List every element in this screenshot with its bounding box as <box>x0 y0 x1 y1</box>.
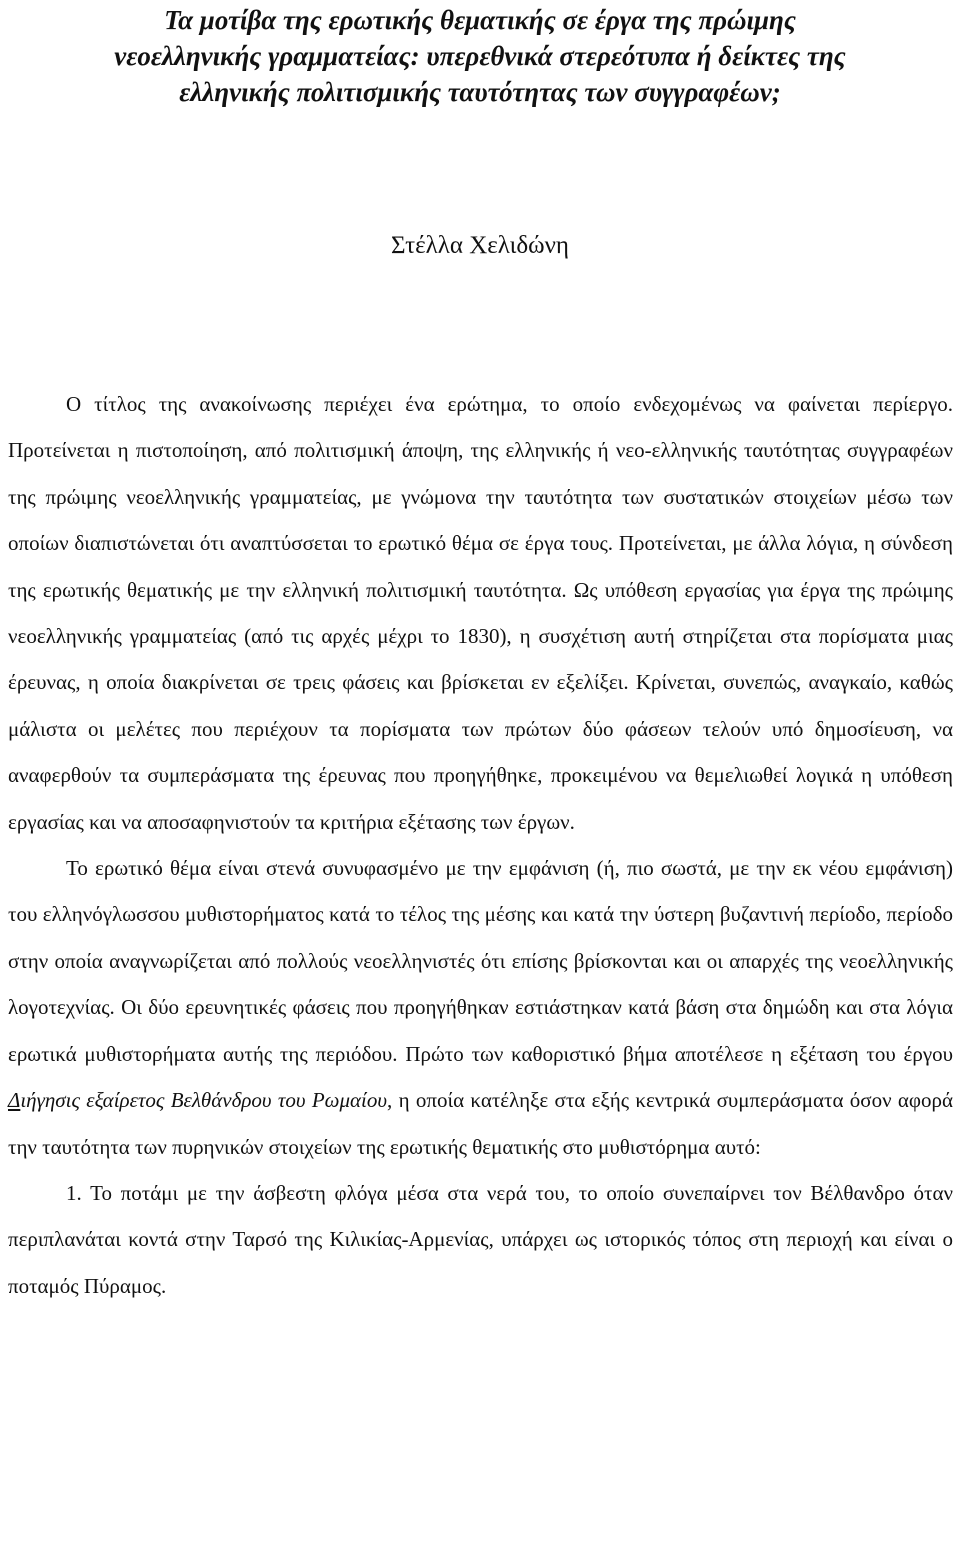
paragraph-2 <box>8 845 953 1170</box>
work-title-rest: ιήγησις εξαίρετος Βελθάνδρου του Ρωμαίου <box>20 1088 388 1113</box>
paragraph-2-text-before: Το ερωτικό θέμα είναι στενά συνυφασμένο με την εμφάνιση (ή, πιο σωστά, με την εκ νέου εμφάνιση) του ελληνόγλωσσου μυθιστορήματος κατά το τέλος της μέσης και κατά την ύστερη βυζαντινή περίοδο, περίοδο στην οποία αναγνωρίζεται από πολλούς νεοελληνιστές ότι επίσης βρίσκονται και οι απαρχές της νεοελληνικής λογοτεχνίας. Οι δύο ερευνητικές φάσεις που προηγήθηκαν εστιάστηκαν κατά βάση στα δημώδη και στα λόγια ερωτικά μυθιστορήματα αυτής της περιόδου. Πρώτο των καθοριστικό βήμα αποτέλεσε η εξέταση του έργου <box>8 856 953 1066</box>
document-title <box>0 2 960 110</box>
paragraph-1: Ο τίτλος της ανακοίνωσης περιέχει ένα ερώτημα, το οποίο ενδεχομένως να φαίνεται περίεργο. Προτείνεται η πιστοποίηση, από πολιτισμική άποψη, της ελληνικής ή νεο-ελληνικής ταυτότητας συγγραφέων της πρώιμης νεοελληνικής γραμματείας, με γνώμονα την ταυτότητα των συστατικών στοιχείων μέσω των οποίων διαπιστώνεται ότι αναπτύσσεται το ερωτικό θέμα σε έργα τους. Προτείνεται, με άλλα λόγια, η σύνδεση της ερωτικής θεματικής με την ελληνική πολιτισμική ταυτότητα. Ως υπόθεση εργασίας για έργα της πρώιμης νεοελληνικής γραμματείας (από τις αρχές μέχρι το 1830), η συσχέτιση αυτή στηρίζεται στα πορίσματα μιας έρευνας, η οποία διακρίνεται σε τρεις φάσεις και βρίσκεται εν εξελίξει. Κρίνεται, συνεπώς, αναγκαίο, καθώς μάλιστα οι μελέτες που περιέχουν τα πορίσματα των πρώτων δύο φάσεων τελούν υπό δημοσίευση, να αναφερθούν τα συμπεράσματα της έρευνας που προηγήθηκε, προκειμένου να θεμελιωθεί λογικά η υπόθεση εργασίας και να αποσαφηνιστούν τα κριτήρια εξέτασης των έργων. <box>8 392 953 834</box>
title-line-3: ελληνικής πολιτισμικής ταυτότητας των συγγραφέων; <box>179 77 781 107</box>
document-body <box>8 381 953 1309</box>
work-title-first-letter: Δ <box>8 1088 21 1113</box>
author-name: Στέλλα Χελιδώνη <box>391 232 569 259</box>
title-line-2: νεοελληνικής γραμματείας: υπερεθνικά στερεότυπα ή δείκτες της <box>114 41 846 71</box>
paragraph-2-text-after: , η οποία κατέληξε στα εξής κεντρικά συμπεράσματα όσον αφορά την ταυτότητα των πυρηνικών στοιχείων της ερωτικής θεματικής στο μυθιστόρημα αυτό: <box>8 1088 953 1159</box>
paragraph-2-work-title <box>8 1088 387 1112</box>
list-item-1: 1. Το ποτάμι με την άσβεστη φλόγα μέσα στα νερά του, το οποίο συνεπαίρνει τον Βέλθανδρο όταν περιπλανάται κοντά στην Ταρσό της Κιλικίας-Αρμενίας, υπάρχει ως ιστορικός τόπος στη περιοχή και είναι ο ποταμός Πύραμος. <box>8 1180 953 1298</box>
title-line-1: Τα μοτίβα της ερωτικής θεματικής σε έργα της πρώιμης <box>164 5 796 35</box>
